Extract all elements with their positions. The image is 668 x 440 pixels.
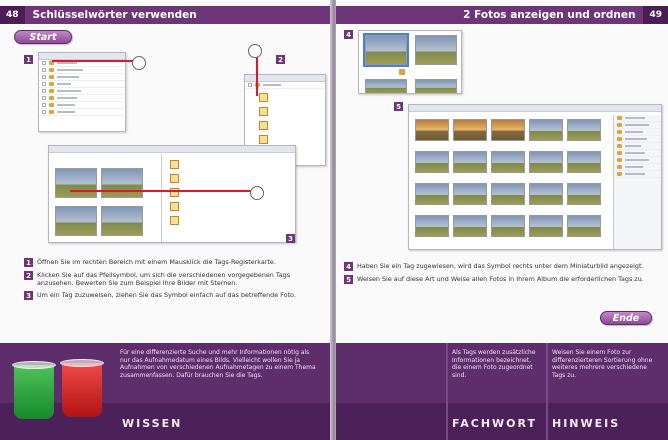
start-button[interactable]: Start	[14, 30, 72, 44]
right-steps	[344, 262, 664, 288]
fachwort-text: Als Tags werden zusätzliche Informationen bezeichnet, die einem Foto zugeordnet sind.	[452, 349, 536, 379]
wissen-text: Für eine differenzierte Suche und mehr Informationen nötig als nur das Aufnahmedatum eines Bilds. Vielleicht wollen Sie ja Aufnahmen von verschiedenen Aufnahmetagen zu einem Thema zusammenfassen. Dafür brauchen Sie die Tags.	[120, 349, 316, 379]
hinweis-label: HINWEIS	[552, 417, 621, 430]
screenshot-album-tagged	[408, 104, 662, 250]
step-badge-1: 1	[24, 55, 33, 64]
step-badge-5: 5	[394, 102, 403, 111]
left-page-title: Schlüsselwörter verwenden	[32, 9, 197, 21]
left-page-number: 48	[0, 6, 25, 24]
red-cup-image	[62, 363, 102, 417]
left-steps	[24, 258, 324, 304]
left-header	[0, 6, 332, 24]
step-badge-2: 2	[276, 55, 285, 64]
fachwort-hinweis-band	[336, 343, 668, 440]
drag-arrow-3	[70, 190, 262, 192]
step-1-text: Öffnen Sie im rechten Bereich mit einem Mausklick die Tags-Registerkarte.	[37, 258, 276, 266]
step-2-text: Klicken Sie auf das Pfeilsymbol, um sich die verschiedenen vorgegebenen Tags anzusehen. Bewerten Sie zum Beispiel Ihre Bilder mit Sternen.	[37, 271, 291, 287]
tree-item-favoriten	[57, 62, 77, 64]
step-5-text: Weisen Sie auf diese Art und Weise allen Fotos in Ihrem Album die erforderlichen Tags zu.	[357, 275, 644, 283]
screenshot-thumbnail-tagged	[358, 30, 462, 94]
step-badge-4: 4	[344, 30, 353, 39]
mouse-cursor-1	[132, 56, 146, 70]
right-header	[336, 6, 668, 24]
step-1: 1 Öffnen Sie im rechten Bereich mit einem Mausklick die Tags-Registerkarte.	[24, 258, 324, 267]
screenshot-tags-panel	[38, 52, 126, 132]
step-4: 4 Haben Sie ein Tag zugewiesen, wird das Symbol rechts unter dem Miniaturbild angezeigt.	[344, 262, 664, 271]
right-page	[336, 0, 668, 440]
step-badge-3: 3	[286, 234, 295, 243]
mouse-cursor-2	[248, 44, 262, 58]
right-page-title: 2 Fotos anzeigen und ordnen	[463, 9, 636, 21]
step-3: 3 Um ein Tag zuzuweisen, ziehen Sie das Symbol einfach auf das betreffende Foto.	[24, 291, 324, 300]
ende-button[interactable]: Ende	[600, 311, 652, 325]
wissen-label: WISSEN	[122, 417, 183, 430]
drag-arrow-1	[52, 60, 134, 62]
step-5: 5 Weisen Sie auf diese Art und Weise allen Fotos in Ihrem Album die erforderlichen Tags zu.	[344, 275, 664, 284]
mouse-cursor-3	[250, 186, 264, 200]
right-page-number: 49	[643, 6, 668, 24]
step-4-text: Haben Sie ein Tag zugewiesen, wird das Symbol rechts unter dem Miniaturbild angezeigt.	[357, 262, 644, 270]
step-3-text: Um ein Tag zuzuweisen, ziehen Sie das Symbol einfach auf das betreffende Foto.	[37, 291, 296, 299]
hinweis-text: Weisen Sie einem Foto zur differenzierteren Sortierung ohne weiteres mehrere verschiedene Tags zu.	[552, 349, 653, 379]
step-2: 2 Klicken Sie auf das Pfeilsymbol, um sich die verschiedenen vorgegebenen Tags anzusehen. Bewerten Sie zum Beispiel Ihre Bilder mit Sternen.	[24, 271, 324, 287]
wissen-band	[0, 343, 332, 440]
green-cup-image	[14, 365, 54, 419]
fachwort-label: FACHWORT	[452, 417, 538, 430]
left-page	[0, 0, 332, 440]
